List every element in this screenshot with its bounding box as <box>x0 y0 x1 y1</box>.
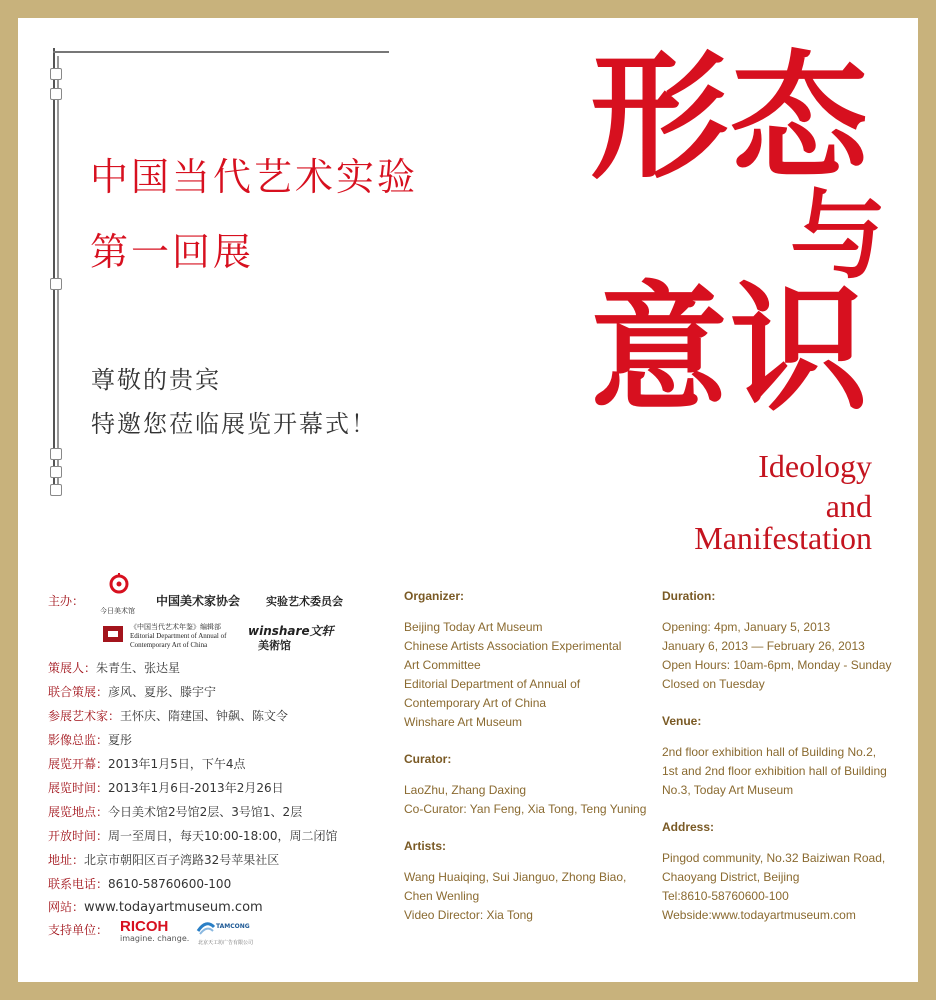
organizer-line: Art Committee <box>404 658 481 672</box>
info-co-curator: 联合策展：彦风、夏彤、滕宇宁 <box>48 685 217 699</box>
ruler-vertical-line <box>53 48 55 496</box>
ruler-tick-icon <box>50 448 62 460</box>
ruler-tick-icon <box>50 68 62 80</box>
venue-line: 1st and 2nd floor exhibition hall of Building <box>662 764 887 778</box>
address-line: Webside:www.todayartmuseum.com <box>662 908 856 922</box>
info-address: 地址：北京市朝阳区百子湾路32号苹果社区 <box>48 853 280 867</box>
curator-line: Co-Curator: Yan Feng, Xia Tong, Teng Yuning <box>404 802 647 816</box>
info-phone: 联系电话：8610-58760600-100 <box>48 877 232 891</box>
en-title-line2: and <box>825 488 872 524</box>
address-line: Chaoyang District, Beijing <box>662 870 800 884</box>
artists-line: Video Director: Xia Tong <box>404 908 533 922</box>
artists-line: Chen Wenling <box>404 889 480 903</box>
support-label: 支持单位： <box>48 923 109 937</box>
big-title-char-5: 识 <box>730 267 869 430</box>
organizer-line: Contemporary Art of China <box>404 696 547 710</box>
organizer-line: Chinese Artists Association Experimental <box>404 639 622 653</box>
today-art-logo-icon <box>104 573 134 605</box>
venue-block <box>662 712 902 800</box>
ruler-tick-icon <box>50 466 62 478</box>
ruler-tick-icon <box>50 278 62 290</box>
winshare-logo-subtext: 美術馆 <box>258 639 291 652</box>
ricoh-tagline: imagine. change. <box>120 934 190 943</box>
duration-line: Closed on Tuesday <box>662 677 765 691</box>
address-line: Pingod community, No.32 Baiziwan Road, <box>662 851 886 865</box>
venue-heading: Venue: <box>662 714 702 728</box>
annual-logo-icon <box>100 622 126 646</box>
annual-line3: Contemporary Art of China <box>130 641 208 649</box>
big-title-char-3: 与 <box>790 179 886 292</box>
info-video-director: 影像总监：夏彤 <box>48 733 133 747</box>
tamcong-subtext: 北京天工坊广告有限公司 <box>198 940 254 946</box>
info-hours: 开放时间：周一至周日，每天10:00-18:00，周二闭馆 <box>48 829 338 843</box>
info-duration: 展览时间：2013年1月6日-2013年2月26日 <box>48 781 284 795</box>
duration-line: January 6, 2013 — February 26, 2013 <box>662 639 865 653</box>
curator-heading: Curator: <box>404 752 452 766</box>
annual-line1: 《中国当代艺术年鉴》编辑部 <box>130 623 221 631</box>
winshare-logo-text: winshare文轩 <box>248 624 334 638</box>
duration-heading: Duration: <box>662 589 716 603</box>
ruler-tick-icon <box>50 484 62 496</box>
curator-line: LaoZhu, Zhang Daxing <box>404 783 527 797</box>
ruler-inner-line <box>57 56 59 486</box>
invitation-card <box>18 18 918 982</box>
tamcong-logo-text: TAMCONG <box>216 923 250 930</box>
address-line: Tel:8610-58760600-100 <box>662 889 789 903</box>
info-artists: 参展艺术家：王怀庆、隋建国、钟飙、陈文令 <box>48 709 289 723</box>
info-venue: 展览地点：今日美术馆2号馆2层、3号馆1、2层 <box>48 805 303 819</box>
duration-line: Open Hours: 10am-6pm, Monday - Sunday <box>662 658 892 672</box>
greeting-line1: 尊敬的贵宾 <box>91 366 221 394</box>
venue-line: 2nd floor exhibition hall of Building No.2, <box>662 745 877 759</box>
address-block <box>662 818 902 925</box>
organizer-line: Winshare Art Museum <box>404 715 523 729</box>
artists-line: Wang Huaiqing, Sui Jianguo, Zhong Biao, <box>404 870 627 884</box>
ruler-horizontal-line <box>53 51 389 53</box>
en-middle-column <box>404 587 654 943</box>
organizer-line: Beijing Today Art Museum <box>404 620 543 634</box>
duration-block <box>662 587 902 694</box>
big-title-char-2: 态 <box>730 35 869 198</box>
organizer-block <box>404 587 654 732</box>
info-opening: 展览开幕：2013年1月5日，下午4点 <box>48 757 246 771</box>
duration-line: Opening: 4pm, January 5, 2013 <box>662 620 831 634</box>
organizer-heading: Organizer: <box>404 589 465 603</box>
big-title-char-1: 形 <box>590 35 729 198</box>
artists-heading: Artists: <box>404 839 447 853</box>
en-title-line3: Manifestation <box>694 520 872 556</box>
tamcong-logo-icon <box>196 919 216 937</box>
host-label: 主办： <box>48 594 85 608</box>
cn-title-line1: 中国当代艺术实验 <box>90 155 419 199</box>
info-curator: 策展人：朱青生、张达星 <box>48 661 181 675</box>
today-art-logo-text: 今日美术馆 <box>100 607 135 615</box>
venue-line: No.3, Today Art Museum <box>662 783 794 797</box>
curator-block <box>404 750 654 819</box>
caa-committee-text: 实验艺术委员会 <box>266 595 343 608</box>
big-title-char-4: 意 <box>590 267 729 430</box>
caa-logo-text: 中国美术家协会 <box>156 594 241 608</box>
annual-line2: Editorial Department of Annual of <box>130 632 227 640</box>
artists-block <box>404 837 654 925</box>
address-heading: Address: <box>662 820 715 834</box>
info-website: 网站：www.todayartmuseum.com <box>48 900 263 915</box>
organizer-line: Editorial Department of Annual of <box>404 677 581 691</box>
ricoh-logo-text: RICOH <box>120 918 169 935</box>
cn-title-line2: 第一回展 <box>90 230 255 274</box>
ruler-tick-icon <box>50 88 62 100</box>
en-title-line1: Ideology <box>758 448 872 484</box>
greeting-line2: 特邀您莅临展览开幕式！ <box>91 410 377 438</box>
en-right-column <box>662 587 902 943</box>
